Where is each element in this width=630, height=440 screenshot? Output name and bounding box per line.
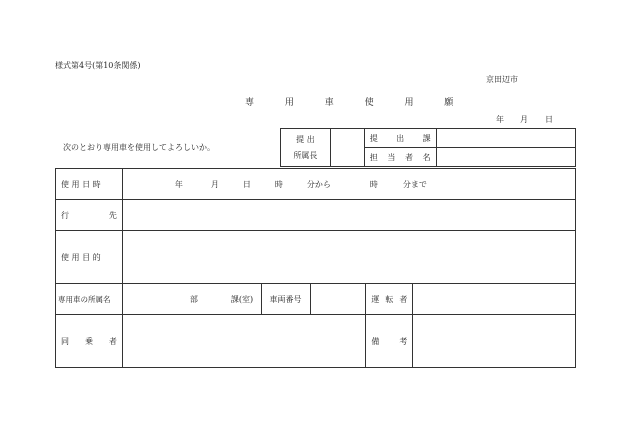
submitter-cell: [281, 129, 331, 167]
date-month: 月: [520, 115, 528, 124]
vehicle-no-field[interactable]: [310, 284, 366, 315]
driver-field[interactable]: [413, 284, 576, 315]
issuer: 京田辺市: [486, 75, 518, 84]
date-day: 日: [545, 115, 553, 124]
page-title: 専 用 車 使 用 願: [245, 98, 468, 108]
purpose-label: 使 用 目 的: [56, 231, 123, 284]
use-datetime-field[interactable]: 年 月 日 時 分から 時 分まで: [122, 169, 575, 200]
person-label: 担 当 者 名: [369, 152, 431, 162]
vehicle-no-label: 車両番号: [261, 284, 310, 315]
person-field[interactable]: [436, 148, 575, 167]
remarks-label: 備 考: [371, 336, 408, 346]
driver-label: 運 転 者: [371, 294, 408, 304]
approval-box: [280, 128, 576, 167]
submitter-label-1: 提 出: [296, 134, 315, 144]
affiliation-label: 専用車の所属名: [56, 284, 123, 315]
request-text: 次のとおり専用車を使用してよろしいか。: [63, 143, 215, 152]
section-label: 課(室): [230, 295, 254, 304]
submit-dept-field[interactable]: [436, 129, 575, 148]
purpose-field[interactable]: [122, 231, 575, 284]
application-form: [55, 168, 576, 368]
affiliation-field[interactable]: [122, 284, 261, 315]
submitter-label-2: 所属長: [293, 150, 318, 160]
use-datetime-label: 使 用 日 時: [56, 169, 123, 200]
submitter-stamp-field[interactable]: [330, 129, 364, 167]
passengers-field[interactable]: [122, 315, 365, 368]
submit-dept-label: 提 出 課: [369, 133, 431, 143]
passengers-label: 同 乗 者: [61, 336, 117, 346]
destination-field[interactable]: [122, 200, 575, 231]
form-number: 様式第4号(第10条関係): [55, 61, 141, 70]
remarks-field[interactable]: [413, 315, 576, 368]
destination-label: 行 先: [61, 210, 117, 220]
date-year: 年: [496, 115, 504, 124]
dept-label: 部: [189, 295, 198, 304]
